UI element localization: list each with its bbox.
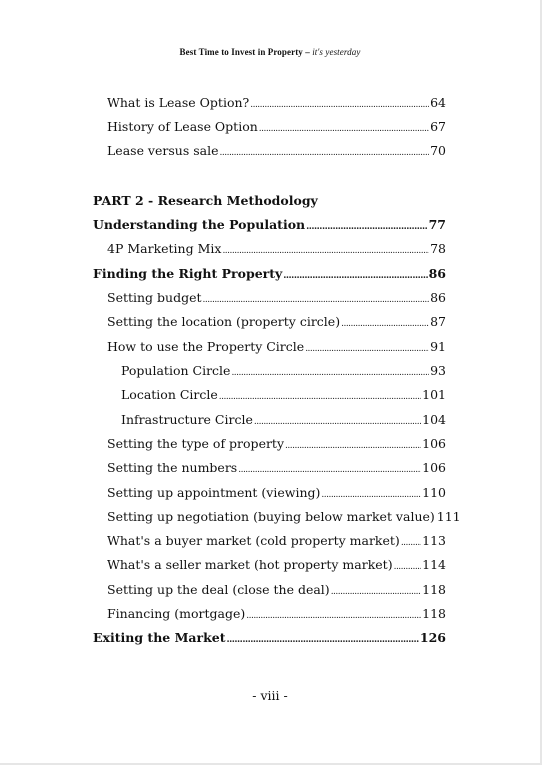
toc-entry-page: 106 [422, 436, 446, 451]
toc-entry[interactable] [107, 533, 446, 551]
toc-entry-label: Setting up the deal (close the deal) [107, 582, 330, 597]
dot-leader [306, 219, 427, 235]
toc-entry[interactable] [107, 95, 446, 113]
toc-entry-label: Finding the Right Property [93, 266, 283, 281]
dot-leader [250, 97, 429, 113]
toc-entry[interactable] [107, 557, 446, 575]
toc-chapter[interactable] [93, 217, 446, 235]
toc-entry-page: 64 [430, 95, 446, 110]
toc-entry-page: 126 [419, 630, 446, 645]
toc-entry-label: Infrastructure Circle [121, 412, 253, 427]
toc-entry-page: 106 [422, 460, 446, 475]
dot-leader [219, 389, 421, 405]
toc-entry-label: Population Circle [121, 363, 231, 378]
part-heading: PART 2 - Research Methodology [93, 193, 318, 208]
toc-entry-page: 118 [422, 582, 446, 597]
toc-entry-label: Setting the numbers [107, 460, 238, 475]
dot-leader [401, 535, 421, 551]
toc-entry-page: 93 [430, 363, 446, 378]
toc-entry-label: Setting up appointment (viewing) [107, 485, 321, 500]
toc-entry[interactable] [107, 606, 446, 624]
toc-entry-page: 111 [436, 509, 461, 524]
dot-leader [203, 292, 430, 308]
toc-entry-page: 113 [422, 533, 446, 548]
dot-leader [254, 414, 421, 430]
toc-entry-page: 87 [430, 314, 446, 329]
dot-leader [222, 243, 429, 259]
toc-entry-label: What's a seller market (hot property market) [107, 557, 393, 572]
toc-entry-page: 77 [428, 217, 446, 232]
toc-entry-page: 86 [430, 290, 446, 305]
toc-entry-label: Financing (mortgage) [107, 606, 246, 621]
toc-entry-page: 110 [422, 485, 446, 500]
toc-entry[interactable] [107, 241, 446, 259]
toc-entry-label: What is Lease Option? [107, 95, 250, 110]
toc-entry-page: 67 [430, 119, 446, 134]
toc-entry-page: 101 [422, 387, 446, 402]
toc-entry-label: Setting budget [107, 290, 202, 305]
toc-entry-label: Lease versus sale [107, 143, 219, 158]
toc-entry-page: 114 [422, 557, 446, 572]
dot-leader [238, 462, 421, 478]
dot-leader [283, 268, 427, 284]
toc-entry-label: Setting up negotiation (buying below market value) [107, 509, 435, 524]
dot-leader [259, 121, 429, 137]
dot-leader [331, 584, 421, 600]
toc-entry-label: Setting the type of property [107, 436, 285, 451]
dot-leader [246, 608, 421, 624]
dot-leader [227, 632, 419, 648]
toc-entry[interactable] [107, 485, 446, 503]
dot-leader [394, 559, 422, 575]
dot-leader [341, 316, 429, 332]
toc-entry-label: What's a buyer market (cold property market) [107, 533, 400, 548]
toc-entry[interactable] [107, 314, 446, 332]
toc-subentry[interactable] [121, 363, 446, 381]
header-title: Best Time to Invest in Property – [179, 47, 313, 57]
toc-entry[interactable] [107, 436, 446, 454]
toc-entry[interactable] [107, 119, 446, 137]
toc-chapter[interactable] [93, 266, 446, 284]
toc-entry-page: 104 [422, 412, 446, 427]
toc-chapter[interactable] [93, 630, 446, 648]
dot-leader [220, 145, 430, 161]
toc-entry[interactable] [107, 509, 461, 527]
page-number: - viii - [252, 688, 288, 703]
toc-entry-page: 86 [428, 266, 446, 281]
toc-subentry[interactable] [121, 412, 446, 430]
toc-entry-label: Location Circle [121, 387, 218, 402]
running-header [0, 47, 540, 57]
toc-entry[interactable] [107, 290, 446, 308]
toc-entry[interactable] [107, 582, 446, 600]
toc-entry-label: Understanding the Population [93, 217, 306, 232]
toc-entry-page: 70 [430, 143, 446, 158]
toc-entry-page: 118 [422, 606, 446, 621]
toc-entry-label: Exiting the Market [93, 630, 226, 645]
toc-entry-label: Setting the location (property circle) [107, 314, 341, 329]
toc-entry-page: 91 [430, 339, 446, 354]
toc-entry-label: 4P Marketing Mix [107, 241, 222, 256]
dot-leader [231, 365, 429, 381]
toc-entry-page: 78 [430, 241, 446, 256]
dot-leader [305, 341, 429, 357]
toc-entry-label: How to use the Property Circle [107, 339, 305, 354]
toc-entry[interactable] [107, 143, 446, 161]
toc-entry[interactable] [107, 460, 446, 478]
dot-leader [321, 487, 421, 503]
toc-entry-label: History of Lease Option [107, 119, 258, 134]
dot-leader [285, 438, 421, 454]
toc-subentry[interactable] [121, 387, 446, 405]
header-tagline: it's yesterday [312, 47, 361, 57]
toc-entry[interactable] [107, 339, 446, 357]
